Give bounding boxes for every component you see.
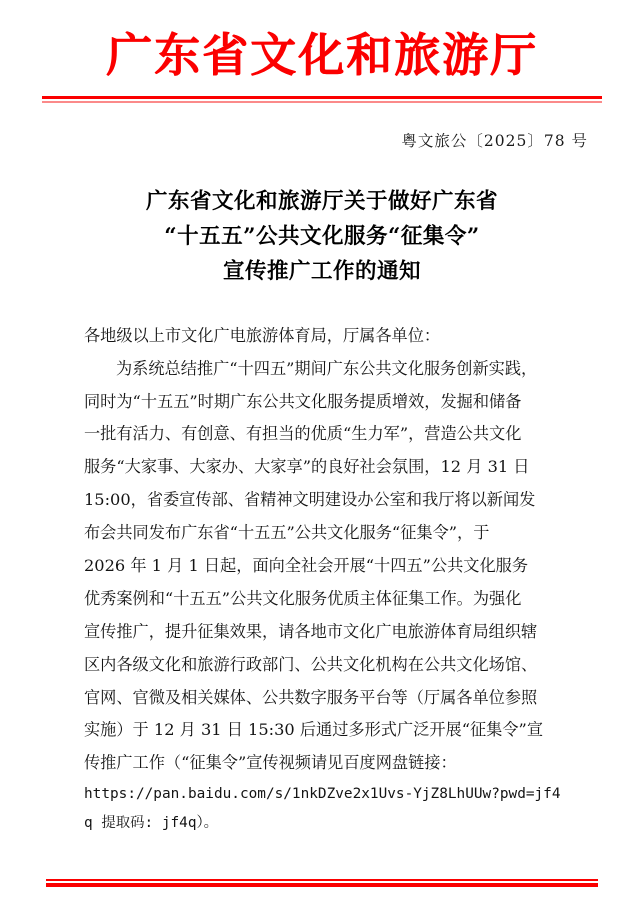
body-paragraph-line: 2026 年 1 月 1 日起，面向全社会开展“十四五”公共文化服务	[84, 555, 529, 575]
body-paragraph-line: 15:00，省委宣传部、省精神文明建设办公室和我厅将以新闻发	[84, 490, 536, 510]
title-line-3: 宣传推广工作的通知	[222, 258, 421, 284]
header-rule-thin	[42, 101, 602, 103]
body-paragraph-line: 布会共同发布广东省“十五五”公共文化服务“征集令”，于	[84, 523, 490, 543]
issuing-organization-title: 广东省文化和旅游厅	[106, 28, 538, 82]
footer-red-rule	[46, 879, 598, 887]
footer-rule-thick	[46, 883, 598, 887]
document-number-row	[0, 129, 644, 151]
body-paragraph-line: 一批有活力、有创意、有担当的优质“生力军”，营造公共文化	[84, 424, 522, 444]
body-paragraph-line: 区内各级文化和旅游行政部门、公共文化机构在公共文化场馆、	[84, 654, 538, 674]
body-paragraph-line: 为系统总结推广“十四五”期间广东公共文化服务创新实践，	[116, 358, 538, 378]
document-number: 粤文旅公〔2025〕78 号	[401, 132, 588, 151]
header-red-rule	[42, 96, 602, 103]
baidu-netdisk-url[interactable]: https://pan.baidu.com/s/1nkDZve2x1Uvs-YjZ8LhUUw?pwd=jf4	[84, 786, 561, 803]
title-line-2: “十五五”公共文化服务“征集令”	[164, 224, 480, 250]
body-paragraph-line: 官网、官微及相关媒体、公共数字服务平台等（厅属各单位参照	[84, 687, 538, 707]
document-title	[72, 185, 572, 289]
body-paragraph-line: 服务“大家事、大家办、大家享”的良好社会氛围，12 月 31 日	[84, 457, 530, 477]
body-paragraph-line: 实施）于 12 月 31 日 15:30 后通过多形式广泛开展“征集令”宣	[84, 720, 544, 740]
body-paragraph-line: 同时为“十五五”时期广东公共文化服务提质增效，发掘和储备	[84, 391, 522, 411]
title-line-1: 广东省文化和旅游厅关于做好广东省	[145, 189, 498, 215]
document-masthead	[0, 0, 644, 82]
body-salutation: 各地级以上市文化广电旅游体育局，厅属各单位：	[84, 325, 441, 345]
body-paragraph-line: 优秀案例和“十五五”公共文化服务优质主体征集工作。为强化	[84, 588, 522, 608]
body-paragraph-line: 宣传推广，提升征集效果，请各地市文化广电旅游体育局组织辖	[84, 621, 538, 641]
baidu-netdisk-extract-code: q 提取码: jf4q）。	[84, 815, 219, 832]
body-paragraph-line: 传推广工作（“征集令”宣传视频请见百度网盘链接：	[84, 753, 457, 773]
document-body	[84, 320, 564, 839]
